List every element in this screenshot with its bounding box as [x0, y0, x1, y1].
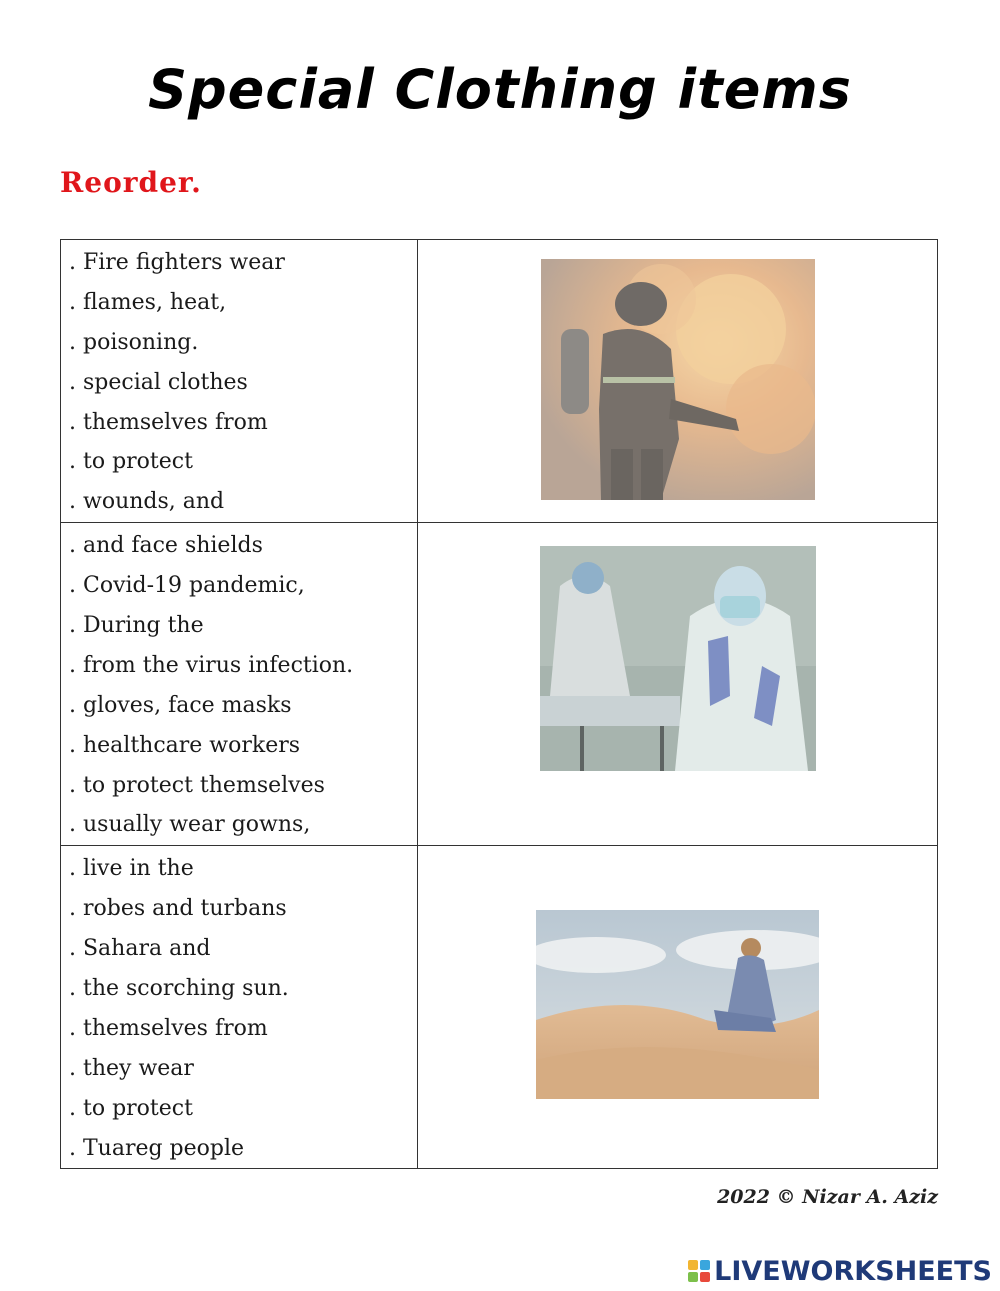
phrase-cell	[61, 846, 418, 1169]
image-cell	[418, 846, 938, 1169]
phrase-list	[69, 243, 417, 522]
phrase-item[interactable]: . the scorching sun.	[69, 976, 289, 1002]
copyright-notice: 2022 © Nizar A. Aziz	[717, 1186, 938, 1208]
phrase-item[interactable]: . robes and turbans	[69, 896, 287, 922]
liveworksheets-logo[interactable]	[688, 1254, 992, 1288]
phrase-item[interactable]: . gloves, face masks	[69, 692, 292, 718]
phrase-item[interactable]: . Sahara and	[69, 936, 211, 962]
phrase-item[interactable]: . poisoning.	[69, 329, 199, 355]
phrase-item[interactable]: . themselves from	[69, 409, 268, 435]
phrase-cell	[61, 523, 418, 846]
phrase-list	[69, 526, 417, 845]
phrase-item[interactable]: . Fire fighters wear	[69, 250, 285, 275]
page-title: Special Clothing items	[148, 58, 852, 121]
phrase-item[interactable]: . healthcare workers	[69, 732, 301, 758]
phrase-item[interactable]: . During the	[69, 613, 204, 639]
phrase-item[interactable]: . wounds, and	[69, 489, 225, 515]
phrase-item[interactable]: . flames, heat,	[69, 289, 227, 315]
phrase-item[interactable]: . Tuareg people	[69, 1135, 245, 1161]
phrase-item[interactable]: . to protect	[69, 1095, 193, 1121]
phrase-item[interactable]: . they wear	[69, 1055, 194, 1081]
phrase-item[interactable]: . special clothes	[69, 369, 248, 395]
table-row	[61, 523, 938, 846]
table-row	[61, 846, 938, 1169]
phrase-item[interactable]: . Covid-19 pandemic,	[69, 573, 305, 599]
healthcare-worker-photo	[540, 546, 816, 771]
firefighter-photo	[541, 259, 815, 500]
phrase-item[interactable]: . usually wear gowns,	[69, 812, 311, 838]
phrase-item[interactable]: . live in the	[69, 856, 194, 882]
image-cell	[418, 523, 938, 846]
phrase-item[interactable]: . themselves from	[69, 1015, 268, 1041]
instruction-label: Reorder.	[60, 166, 202, 199]
tuareg-desert-photo	[536, 910, 819, 1099]
phrase-list	[69, 849, 417, 1168]
phrase-item[interactable]: . and face shields	[69, 533, 263, 559]
brand-name: LIVEWORKSHEETS	[714, 1255, 992, 1287]
phrase-cell	[61, 240, 418, 523]
phrase-item[interactable]: . to protect themselves	[69, 772, 325, 798]
table-row	[61, 240, 938, 523]
image-cell	[418, 240, 938, 523]
liveworksheets-logo-icon	[688, 1260, 710, 1282]
phrase-item[interactable]: . from the virus infection.	[69, 652, 354, 678]
phrase-item[interactable]: . to protect	[69, 449, 193, 475]
worksheet-table	[60, 239, 938, 1169]
